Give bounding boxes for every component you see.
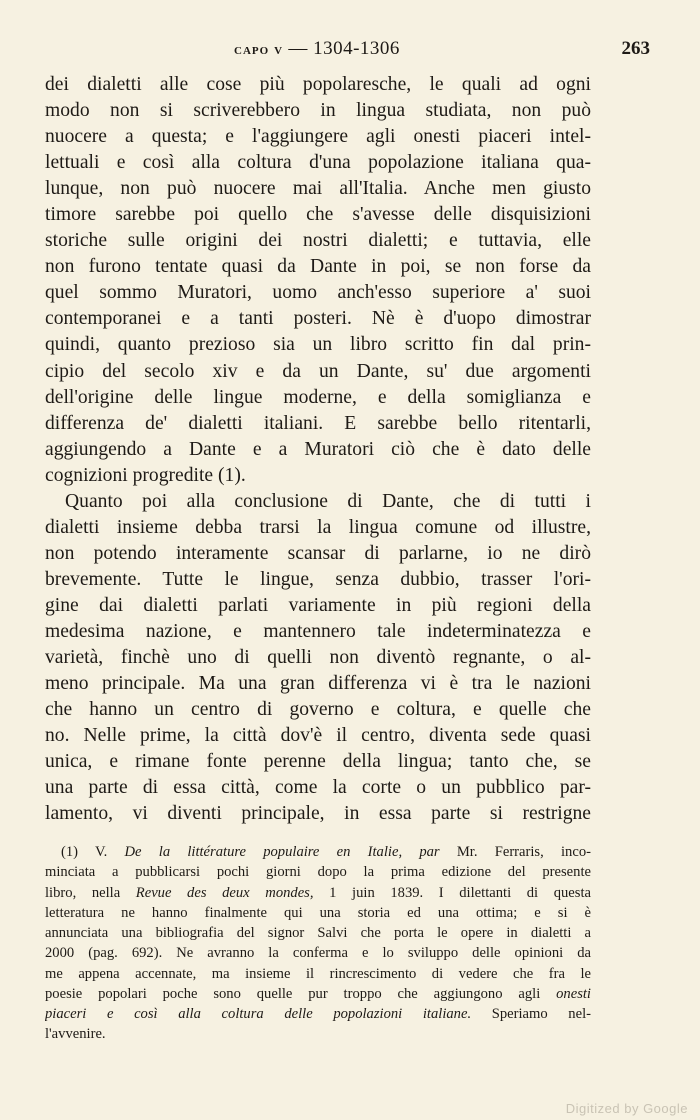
body-line: dell'origine delle lingue moderne, e della somiglianza e: [45, 386, 591, 408]
body-line: quel sommo Muratori, uomo anch'esso superiore a' suoi: [45, 282, 591, 304]
body-line: meno principale. Ma una gran differenza vi è tra le nazioni: [45, 673, 591, 695]
body-line: non potendo interamente scansar di parlarne, io ne dirò: [45, 542, 591, 564]
chapter-label: capo v: [234, 41, 284, 58]
page-header: [44, 38, 650, 68]
body-line: modo non si scriverebbero in lingua studiata, non può: [45, 100, 591, 122]
body-line: timore sarebbe poi quello che s'avesse delle disquisizioni: [45, 204, 591, 226]
year-range: — 1304-1306: [288, 38, 400, 59]
body-line: storiche sulle origini dei nostri dialetti; e tuttavia, elle: [45, 230, 591, 252]
page-number: 263: [621, 38, 650, 59]
body-line: lunque, non può nuocere mai all'Italia. Anche men giusto: [45, 178, 591, 200]
body-line: dei dialetti alle cose più popolaresche, le quali ad ogni: [45, 74, 591, 95]
body-line: cognizioni progredite (1).: [45, 464, 246, 486]
body-line: quindi, quanto prezioso sia un libro scritto fin dal prin-: [45, 334, 591, 356]
body-line: lamento, vi diventi principale, in essa parte si restrigne: [45, 803, 591, 825]
body-line: varietà, finchè uno di quelli non diventò regnante, o al-: [45, 647, 591, 669]
running-title: [234, 38, 400, 60]
body-line: Quanto poi alla conclusione di Dante, che di tutti i: [65, 490, 591, 512]
footnote-line: annunciata una bibliografia del signor Salvi che porta le opere in dialetti a: [45, 925, 591, 941]
body-line: gine dai dialetti parlati variamente in più regioni della: [45, 594, 591, 616]
footnote-line: letteratura ne hanno finalmente qui una storia ed una ottima; e si è: [45, 904, 591, 921]
footnote: [45, 842, 591, 1045]
footnote-line: (1) V. De la littérature populaire en Italie, par Mr. Ferraris, inco-: [61, 844, 591, 860]
body-line: aggiungendo a Dante e a Muratori ciò che è dato delle: [45, 438, 591, 460]
body-line: dialetti insieme debba trarsi la lingua comune od illustre,: [45, 516, 591, 538]
footnote-line: poesie popolari poche sono quelle pur troppo che aggiungono agli onesti: [45, 985, 591, 1002]
footnote-line: minciata a pubblicarsi pochi giorni dopo la prima edizione del presente: [45, 864, 591, 881]
footnote-line: l'avvenire.: [45, 1026, 106, 1043]
footnote-line: me appena accennate, ma insieme il rincrescimento di vedere che fra le: [45, 965, 591, 982]
body-line: non furono tentate quasi da Dante in poi, se non forse da: [45, 256, 591, 278]
body-line: lettuali e così alla coltura d'una popolazione italiana qua-: [45, 152, 591, 174]
body-line: cipio del secolo xiv e da un Dante, su' due argomenti: [45, 360, 591, 382]
body-line: unica, e rimane fonte perenne della lingua; tanto che, se: [45, 751, 591, 773]
body-line: nuocere a questa; e l'aggiungere agli onesti piaceri intel-: [45, 126, 591, 148]
body-text: [45, 72, 591, 827]
body-line: differenza de' dialetti italiani. E sarebbe bello ritentarli,: [45, 412, 591, 434]
body-line: che hanno un centro di governo e coltura, e quelle che: [45, 699, 591, 721]
footnote-line: libro, nella Revue des deux mondes, 1 juin 1839. I dilettanti di questa: [45, 884, 591, 901]
footnote-line: 2000 (pag. 692). Ne avranno la conferma e lo sviluppo delle opinioni da: [45, 945, 591, 962]
watermark: Digitized by Google: [565, 1101, 688, 1116]
body-line: una parte di essa città, come la corte o un pubblico par-: [45, 777, 591, 799]
body-line: brevemente. Tutte le lingue, senza dubbio, trasser l'ori-: [45, 568, 591, 590]
footnote-line: piaceri e così alla coltura delle popolazioni italiane. Speriamo nel-: [45, 1006, 591, 1022]
body-line: no. Nelle prime, la città dov'è il centro, diventa sede quasi: [45, 725, 591, 747]
body-line: medesima nazione, e mantennero tale indeterminatezza e: [45, 620, 591, 642]
body-line: contemporanei e a tanti posteri. Nè è d'uopo dimostrar: [45, 308, 591, 330]
